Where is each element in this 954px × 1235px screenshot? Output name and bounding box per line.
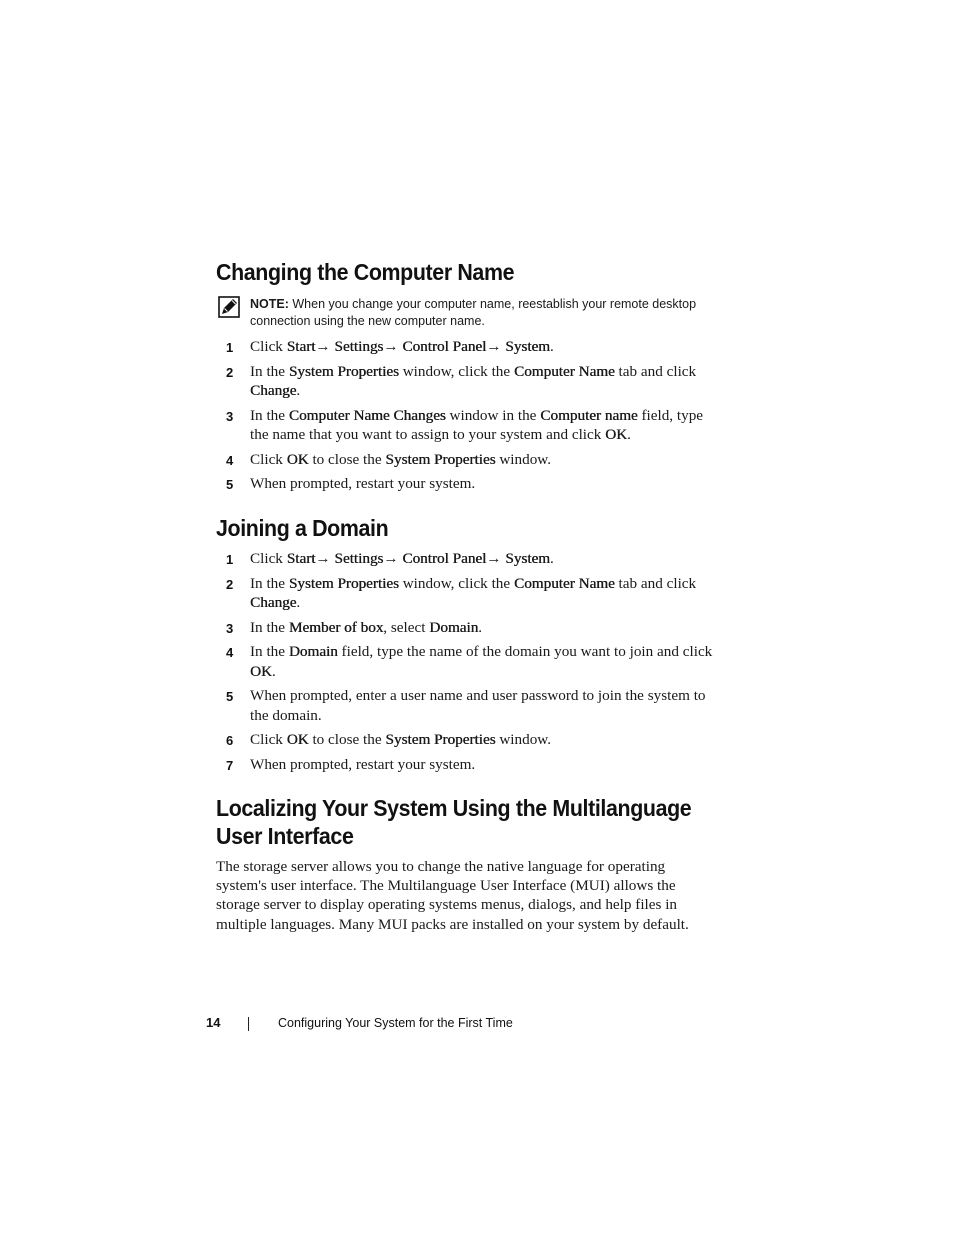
step-ui-term: System	[505, 338, 550, 355]
step-text-run: .	[549, 550, 554, 567]
step-ui-term: System Properties	[288, 362, 399, 380]
note-pencil-icon	[218, 296, 240, 318]
step-number: 2	[226, 364, 234, 380]
heading-joining-domain: Joining a Domain	[216, 515, 389, 541]
step-text	[250, 686, 716, 725]
step-number: 2	[226, 576, 234, 592]
step-text-run: .	[549, 338, 554, 355]
step-text-run: to close the	[308, 450, 386, 468]
step-text-run: In the	[250, 618, 289, 636]
step-text	[250, 574, 716, 613]
steps-joining-domain	[216, 549, 716, 779]
step-text-run: field, type the name that you want to assign to your system and click	[250, 406, 704, 443]
step-item	[216, 337, 716, 357]
step-ui-term: Settings	[334, 338, 384, 355]
step-ui-term: OK	[286, 731, 309, 748]
step-ui-term: OK	[286, 450, 309, 468]
localizing-paragraph: The storage server allows you to change the native language for operating system's user interface. The Multilanguage User Interface (MUI) allows the storage server to display operating systems menus, dialogs, and help files in multiple languages. Many MUI packs are installed on your system by default.	[216, 858, 689, 933]
step-item	[216, 574, 716, 613]
note-text	[250, 296, 720, 330]
step-ui-term: Domain	[429, 618, 479, 636]
step-text-run: .	[296, 594, 301, 611]
step-text-run: window.	[495, 450, 552, 468]
step-item	[216, 618, 716, 638]
step-text-run: Click	[250, 550, 287, 567]
step-ui-term: Start	[286, 338, 316, 355]
steps-changing-computer-name	[216, 337, 716, 499]
step-number: 1	[226, 340, 234, 355]
step-ui-term: Domain	[288, 643, 338, 660]
step-text-run: In the	[250, 574, 289, 592]
step-ui-term: Control Panel	[402, 338, 487, 355]
step-item	[216, 642, 716, 681]
step-text-run: tab and click	[614, 362, 697, 380]
page-footer	[206, 1015, 726, 1035]
step-item	[216, 362, 716, 401]
step-text	[250, 642, 716, 681]
step-item	[216, 406, 716, 445]
step-text-run: Click	[250, 338, 287, 355]
footer-chapter-title: Configuring Your System for the First Time	[278, 1016, 513, 1030]
step-text-run: →	[486, 338, 506, 355]
step-text-run: .	[478, 618, 482, 636]
page-number: 14	[206, 1015, 221, 1030]
step-text	[250, 730, 716, 750]
step-text-run: window in the	[445, 406, 541, 424]
step-ui-term: Computer Name	[513, 574, 615, 592]
step-ui-term: System Properties	[385, 731, 496, 748]
step-text-run: →	[315, 338, 335, 355]
step-number: 7	[226, 757, 234, 773]
step-ui-term: Control Panel	[402, 550, 487, 567]
step-text	[250, 337, 716, 357]
step-text-run: Click	[250, 450, 287, 468]
step-ui-term: Computer Name	[513, 362, 615, 380]
step-text-run: window, click the	[398, 362, 514, 380]
step-text-run: →	[383, 550, 403, 567]
step-text-run: In the	[250, 362, 289, 380]
step-number: 6	[226, 733, 234, 748]
step-text	[250, 406, 716, 445]
step-text-run: When prompted, restart your system.	[250, 475, 476, 492]
step-text-run: field, type the name of the domain you want to join and click	[337, 643, 713, 660]
step-ui-term: OK	[605, 426, 628, 443]
step-number: 4	[226, 645, 234, 660]
step-ui-term: System	[505, 550, 550, 567]
step-text-run: to close the	[308, 731, 386, 748]
note-label: NOTE:	[250, 297, 289, 311]
step-text	[250, 549, 716, 569]
step-text-run: When prompted, enter a user name and user password to join the system to the domain.	[250, 687, 706, 724]
step-number: 4	[226, 452, 234, 468]
step-item	[216, 450, 716, 470]
step-ui-term: Settings	[334, 550, 384, 567]
step-text-run: window.	[495, 731, 552, 748]
step-number: 3	[226, 620, 234, 636]
step-ui-term: OK	[250, 662, 272, 680]
step-text-run: In the	[250, 643, 289, 660]
step-ui-term: Change	[250, 594, 297, 611]
step-text-run: →	[383, 338, 403, 355]
step-number: 3	[226, 408, 234, 424]
step-text	[250, 618, 716, 638]
step-item	[216, 686, 716, 725]
step-text-run: →	[486, 550, 506, 567]
step-text	[250, 474, 716, 494]
step-text	[250, 362, 716, 401]
step-ui-term: Computer name	[540, 406, 638, 424]
step-text-run: .	[296, 382, 301, 399]
heading-localizing-system: Localizing Your System Using the Multilanguage User Interface	[216, 795, 692, 849]
step-text-run: .	[627, 426, 631, 443]
step-item	[216, 549, 716, 569]
step-number: 1	[226, 552, 234, 567]
step-number: 5	[226, 477, 234, 492]
step-text	[250, 755, 716, 775]
step-text-run: →	[315, 550, 335, 567]
step-ui-term: Member of box	[288, 618, 384, 636]
note-body: When you change your computer name, reestablish your remote desktop connection using the new computer name.	[250, 297, 697, 328]
step-text-run: When prompted, restart your system.	[250, 755, 476, 773]
step-text	[250, 450, 716, 470]
step-text-run: Click	[250, 731, 287, 748]
step-text-run: window, click the	[398, 574, 514, 592]
step-item	[216, 755, 716, 775]
step-number: 5	[226, 689, 234, 704]
heading-changing-computer-name: Changing the Computer Name	[216, 259, 515, 285]
step-text-run: .	[271, 662, 276, 680]
step-ui-term: System Properties	[385, 450, 496, 468]
step-ui-term: Computer Name Changes	[288, 406, 446, 424]
footer-separator	[248, 1017, 249, 1031]
step-item	[216, 474, 716, 494]
step-ui-term: System Properties	[288, 574, 399, 592]
step-ui-term: Change	[250, 382, 297, 399]
step-ui-term: Start	[286, 550, 316, 567]
step-text-run: tab and click	[614, 574, 697, 592]
step-text-run: , select	[383, 618, 430, 636]
step-item	[216, 730, 716, 750]
step-text-run: In the	[250, 406, 289, 424]
